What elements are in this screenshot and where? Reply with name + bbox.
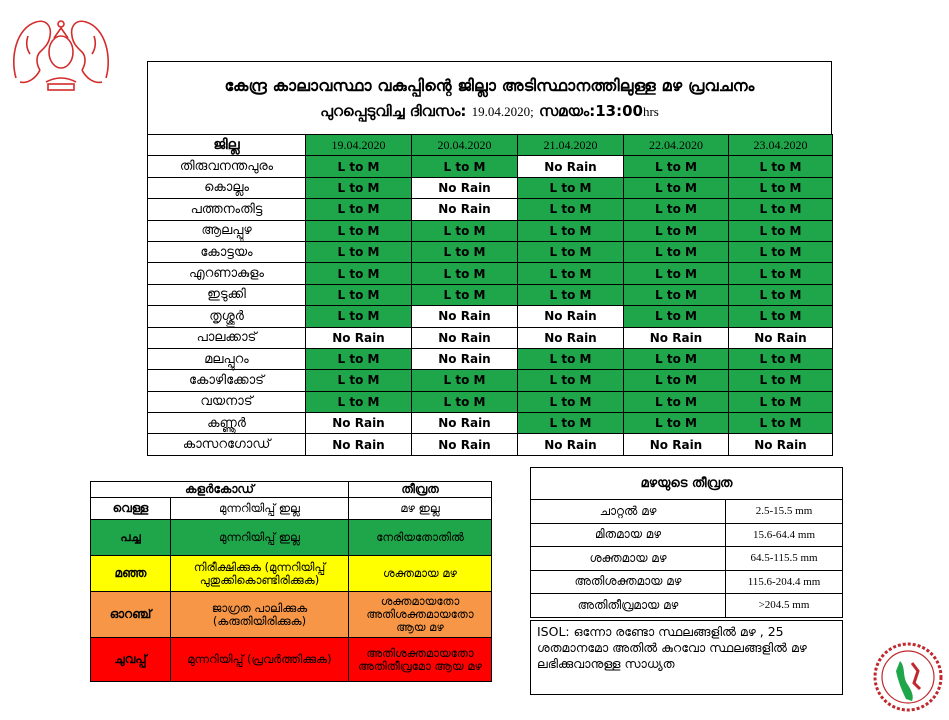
intensity-range: 115.6-204.4 mm — [726, 570, 843, 594]
table-row — [148, 306, 833, 327]
forecast-cell: L to M — [412, 284, 518, 305]
table-row — [148, 263, 833, 284]
forecast-cell: L to M — [624, 306, 729, 327]
table-row — [148, 241, 833, 262]
district-name: തൃശ്ശൂർ — [148, 306, 306, 327]
intensity-label: ചാറ്റൽ മഴ — [531, 500, 726, 524]
intensity-body — [531, 500, 843, 618]
forecast-cell: L to M — [306, 220, 412, 241]
issued-info — [148, 102, 831, 120]
forecast-cell: No Rain — [412, 413, 518, 434]
forecast-cell: No Rain — [412, 199, 518, 220]
table-row — [148, 284, 833, 305]
forecast-cell: L to M — [518, 220, 624, 241]
forecast-cell: L to M — [412, 241, 518, 262]
table-row — [148, 199, 833, 220]
color-name: ചുവപ്പ് — [91, 638, 171, 682]
forecast-cell: L to M — [729, 306, 833, 327]
color-code-row — [91, 520, 492, 556]
forecast-cell: L to M — [729, 199, 833, 220]
table-row — [148, 434, 833, 455]
forecast-cell: L to M — [518, 284, 624, 305]
intensity-label: മിതമായ മഴ — [531, 523, 726, 547]
date-column-header: 20.04.2020 — [412, 135, 518, 156]
table-row — [148, 156, 833, 177]
color-code-row — [91, 638, 492, 682]
district-column-header: ജില്ല — [148, 135, 306, 156]
page-title: കേന്ദ്ര കാലാവസ്ഥാ വകുപ്പിന്റെ ജില്ലാ അടിസ്ഥാനത്തിലുള്ള മഴ പ്രവചനം — [224, 76, 755, 95]
time-unit: hrs — [642, 104, 659, 119]
forecast-body — [148, 156, 833, 455]
forecast-cell: L to M — [518, 263, 624, 284]
intensity-label: അതിശക്തമായ മഴ — [531, 570, 726, 594]
color-name: മഞ്ഞ — [91, 556, 171, 592]
time-label: സമയം: — [538, 102, 596, 120]
intensity-header-row — [531, 468, 843, 500]
color-code-header: കളർകോഡ് — [91, 482, 349, 498]
forecast-cell: L to M — [729, 220, 833, 241]
forecast-cell: L to M — [518, 413, 624, 434]
district-name: കാസറഗോഡ് — [148, 434, 306, 455]
forecast-cell: No Rain — [306, 434, 412, 455]
color-code-row — [91, 592, 492, 638]
kerala-emblem-logo — [6, 8, 116, 96]
table-row — [148, 177, 833, 198]
date-column-header: 22.04.2020 — [624, 135, 729, 156]
intensity-row — [531, 547, 843, 571]
forecast-cell: L to M — [412, 156, 518, 177]
forecast-cell: No Rain — [412, 348, 518, 369]
forecast-cell: L to M — [624, 391, 729, 412]
isol-note: ISOL: ഒന്നോ രണ്ടോ സ്ഥലങ്ങളിൽ മഴ , 25 ശതമാനമോ അതിൽ കുറവോ സ്ഥലങ്ങളിൽ മഴ ലഭിക്കുവാനുള്ള സാധ്യത — [530, 620, 843, 695]
forecast-cell: L to M — [518, 348, 624, 369]
forecast-cell: No Rain — [624, 434, 729, 455]
forecast-cell: L to M — [729, 370, 833, 391]
district-name: തിരുവനന്തപുരം — [148, 156, 306, 177]
rain-intensity-header: മഴയുടെ തീവ്രത — [531, 468, 843, 500]
forecast-cell: L to M — [624, 199, 729, 220]
table-row — [148, 391, 833, 412]
forecast-cell: L to M — [729, 391, 833, 412]
district-name: കൊല്ലം — [148, 177, 306, 198]
forecast-cell: L to M — [624, 370, 729, 391]
forecast-cell: L to M — [306, 306, 412, 327]
date-column-header: 21.04.2020 — [518, 135, 624, 156]
color-code-body — [91, 498, 492, 682]
forecast-cell: L to M — [624, 177, 729, 198]
warning-meaning: മുന്നറിയിപ്പ് ഇല്ല — [171, 520, 349, 556]
intensity-range: 15.6-64.4 mm — [726, 523, 843, 547]
forecast-cell: L to M — [518, 391, 624, 412]
district-name: പത്തനംതിട്ട — [148, 199, 306, 220]
district-forecast-table — [147, 134, 833, 456]
forecast-cell: L to M — [412, 391, 518, 412]
forecast-cell: L to M — [306, 284, 412, 305]
forecast-cell: L to M — [306, 156, 412, 177]
district-name: ഇടുക്കി — [148, 284, 306, 305]
forecast-cell: L to M — [729, 263, 833, 284]
forecast-cell: L to M — [306, 263, 412, 284]
color-name: ഓറഞ്ച് — [91, 592, 171, 638]
forecast-cell: L to M — [518, 199, 624, 220]
warning-meaning: മുന്നറിയിപ്പ് ഇല്ല — [171, 498, 349, 520]
color-code-header-row — [91, 482, 492, 498]
forecast-cell: No Rain — [412, 434, 518, 455]
forecast-cell: L to M — [624, 284, 729, 305]
district-name: മലപ്പുറം — [148, 348, 306, 369]
forecast-cell: No Rain — [518, 327, 624, 348]
color-code-row — [91, 556, 492, 592]
forecast-cell: No Rain — [518, 156, 624, 177]
intensity-row — [531, 523, 843, 547]
forecast-cell: L to M — [306, 241, 412, 262]
forecast-cell: L to M — [624, 156, 729, 177]
rain-intensity: നേരിയതോതിൽ — [349, 520, 492, 556]
intensity-row — [531, 500, 843, 524]
district-name: കണ്ണൂർ — [148, 413, 306, 434]
color-name: പച്ച — [91, 520, 171, 556]
date-column-header: 19.04.2020 — [306, 135, 412, 156]
forecast-cell: L to M — [624, 220, 729, 241]
intensity-range: >204.5 mm — [726, 594, 843, 618]
warning-meaning: ജാഗ്രത പാലിക്കുക (കരുതിയിരിക്കുക) — [171, 592, 349, 638]
forecast-cell: L to M — [729, 284, 833, 305]
forecast-cell: L to M — [624, 263, 729, 284]
intensity-row — [531, 570, 843, 594]
intensity-header: തീവ്രത — [349, 482, 492, 498]
intensity-range: 64.5-115.5 mm — [726, 547, 843, 571]
rain-intensity: ശക്തമായ മഴ — [349, 556, 492, 592]
forecast-cell: No Rain — [518, 306, 624, 327]
district-name: പാലക്കാട് — [148, 327, 306, 348]
forecast-cell: No Rain — [624, 327, 729, 348]
district-name: വയനാട് — [148, 391, 306, 412]
district-name: കോഴിക്കോട് — [148, 370, 306, 391]
intensity-range: 2.5-15.5 mm — [726, 500, 843, 524]
forecast-cell: L to M — [412, 263, 518, 284]
color-code-row — [91, 498, 492, 520]
rain-intensity: മഴ ഇല്ല — [349, 498, 492, 520]
forecast-cell: L to M — [624, 348, 729, 369]
forecast-cell: L to M — [412, 370, 518, 391]
forecast-cell: L to M — [518, 241, 624, 262]
forecast-cell: No Rain — [729, 434, 833, 455]
district-name: ആലപ്പുഴ — [148, 220, 306, 241]
forecast-cell: L to M — [306, 391, 412, 412]
forecast-cell: No Rain — [412, 177, 518, 198]
forecast-cell: L to M — [624, 241, 729, 262]
forecast-cell: No Rain — [412, 327, 518, 348]
color-name: വെള്ള — [91, 498, 171, 520]
color-code-table — [90, 481, 492, 682]
forecast-cell: L to M — [729, 156, 833, 177]
forecast-cell: L to M — [306, 370, 412, 391]
table-row — [148, 348, 833, 369]
intensity-label: ശക്തമായ മഴ — [531, 547, 726, 571]
table-row — [148, 413, 833, 434]
forecast-cell: L to M — [729, 177, 833, 198]
forecast-cell: No Rain — [518, 434, 624, 455]
issued-date: 19.04.2020; — [471, 104, 534, 119]
forecast-cell: No Rain — [412, 306, 518, 327]
table-row — [148, 327, 833, 348]
date-column-header: 23.04.2020 — [729, 135, 833, 156]
rain-intensity: ശക്തമായതോ അതിശക്തമായതോ ആയ മഴ — [349, 592, 492, 638]
forecast-cell: L to M — [729, 413, 833, 434]
warning-meaning: മുന്നറിയിപ്പ് (പ്രവർത്തിക്കുക) — [171, 638, 349, 682]
forecast-cell: No Rain — [306, 413, 412, 434]
forecast-cell: L to M — [518, 177, 624, 198]
forecast-cell: No Rain — [306, 327, 412, 348]
district-name: എറണാകുളം — [148, 263, 306, 284]
forecast-cell: L to M — [518, 370, 624, 391]
table-row — [148, 220, 833, 241]
district-name: കോട്ടയം — [148, 241, 306, 262]
intensity-row — [531, 594, 843, 618]
intensity-label: അതിതീവ്രമായ മഴ — [531, 594, 726, 618]
forecast-cell: L to M — [306, 199, 412, 220]
forecast-cell: L to M — [306, 177, 412, 198]
warning-meaning: നിരീക്ഷിക്കുക (മുന്നറിയിപ്പ് പുതുക്കികൊണ്ടിരിക്കുക) — [171, 556, 349, 592]
forecast-cell: L to M — [729, 241, 833, 262]
time-value: 13:00 — [595, 102, 643, 120]
forecast-cell: L to M — [412, 220, 518, 241]
forecast-cell: L to M — [306, 348, 412, 369]
issued-label: പുറപ്പെടുവിച്ച ദിവസം: — [320, 102, 467, 120]
rain-intensity-table — [530, 467, 843, 618]
forecast-header-row — [148, 135, 833, 156]
forecast-cell: L to M — [624, 413, 729, 434]
table-row — [148, 370, 833, 391]
forecast-title-box — [147, 61, 832, 134]
forecast-cell: L to M — [729, 348, 833, 369]
rain-intensity: അതിശക്തമായതോ അതിതീവ്രമോ ആയ മഴ — [349, 638, 492, 682]
disaster-management-logo — [872, 641, 944, 713]
forecast-cell: No Rain — [729, 327, 833, 348]
